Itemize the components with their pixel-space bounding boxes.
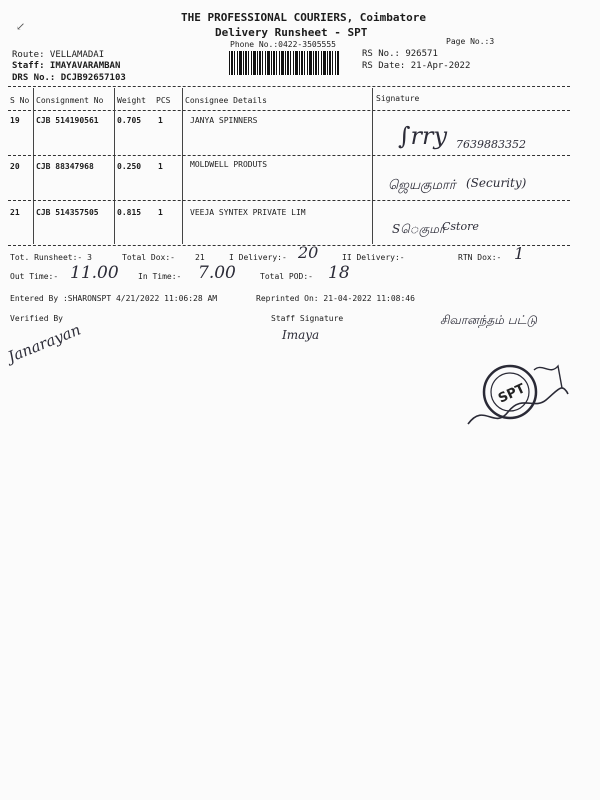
header-bottom-rule [8, 110, 570, 111]
row-consignment: CJB 514357505 [36, 208, 99, 217]
rtn-dox-value: 1 [514, 244, 525, 263]
entered-by: Entered By :SHARONSPT 4/21/2022 11:06:28 AM [10, 294, 218, 303]
col-divider [114, 88, 115, 244]
page-number: Page No.:3 [446, 37, 495, 46]
row-pcs: 1 [158, 116, 163, 125]
receiver-scribble: ∫rry [398, 122, 448, 150]
out-time-label: Out Time:- [10, 272, 59, 281]
row-weight: 0.705 [117, 116, 142, 125]
verified-by: Verified By [10, 314, 63, 323]
header-sno: S No [10, 96, 30, 105]
receiver-scribble: ஜெயகுமார் [388, 178, 456, 193]
col-divider [182, 88, 183, 244]
col-divider [33, 88, 34, 244]
table-bottom-rule [8, 245, 570, 246]
row-consignee: JANYA SPINNERS [190, 116, 258, 125]
header-consignment: Consignment No [36, 96, 104, 105]
receiver-scribble: Sெகுமா [392, 222, 446, 236]
row-consignment: CJB 514190561 [36, 116, 99, 125]
header-pcs: PCS [156, 96, 171, 105]
corner-mark: ↙ [16, 20, 26, 33]
row-weight: 0.815 [117, 208, 142, 217]
drs-number: DRS No.: DCJB92657103 [12, 73, 126, 83]
header-weight: Weight [117, 96, 146, 105]
reprinted-on: Reprinted On: 21-04-2022 11:08:46 [256, 294, 415, 303]
row-rule [8, 155, 570, 156]
staff-name: Staff: IMAYAVARAMBAN [12, 61, 121, 71]
barcode [229, 51, 339, 75]
table-top-rule [8, 86, 570, 87]
total-pod-value: 18 [328, 263, 350, 283]
tamil-signature: சிவானந்தம் பட்டு [440, 313, 537, 327]
i-delivery-value: 20 [298, 243, 319, 262]
row-pcs: 1 [158, 162, 163, 171]
row-sno: 21 [10, 208, 20, 217]
company-name: THE PROFESSIONAL COURIERS, Coimbatore [181, 11, 427, 24]
total-dox-label: Total Dox:- [122, 253, 175, 262]
receiver-note: (Security) [466, 176, 527, 190]
out-time-value: 11.00 [70, 263, 119, 283]
staff-signature-hand: Imaya [282, 328, 320, 342]
rtn-dox-label: RTN Dox:- [458, 253, 502, 262]
i-delivery-label: I Delivery:- [229, 253, 287, 262]
row-weight: 0.250 [117, 162, 142, 171]
in-time-label: In Time:- [138, 272, 182, 281]
row-sno: 19 [10, 116, 20, 125]
receiver-note: Cstore [442, 220, 479, 233]
in-time-value: 7.00 [198, 263, 236, 283]
row-consignment: CJB 88347968 [36, 162, 94, 171]
header-signature: Signature [376, 94, 420, 103]
stamp-text: SPT [496, 381, 528, 407]
row-consignee: MOLDWELL PRODUTS [190, 160, 268, 169]
total-dox-value: 21 [195, 253, 205, 262]
row-sno: 20 [10, 162, 20, 171]
runsheet-title: Delivery Runsheet - SPT [215, 26, 368, 39]
total-pod-label: Total POD:- [260, 272, 313, 281]
row-consignee: VEEJA SYNTEX PRIVATE LIM [190, 208, 306, 217]
receiver-phone: 7639883352 [456, 138, 526, 151]
rs-date: RS Date: 21-Apr-2022 [362, 61, 471, 71]
col-divider [372, 88, 373, 244]
spt-stamp [464, 352, 576, 442]
row-pcs: 1 [158, 208, 163, 217]
verifier-signature: Janarayan [5, 320, 84, 366]
phone-number: Phone No.:0422-3505555 [230, 40, 336, 49]
header-consignee: Consignee Details [185, 96, 267, 105]
route: Route: VELLAMADAI [12, 50, 105, 60]
tot-runsheet: Tot. Runsheet:- 3 [10, 253, 92, 262]
rs-number: RS No.: 926571 [362, 49, 438, 59]
ii-delivery-label: II Delivery:- [342, 253, 405, 262]
row-rule [8, 200, 570, 201]
staff-signature-label: Staff Signature [271, 314, 344, 323]
